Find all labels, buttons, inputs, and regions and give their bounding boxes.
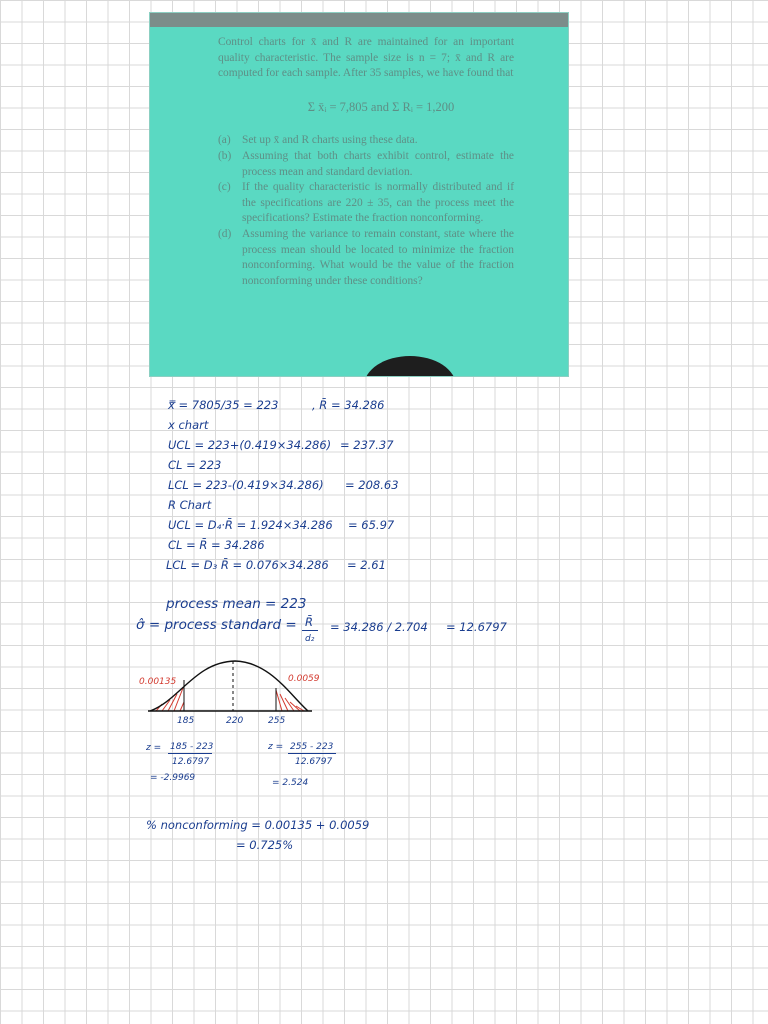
problem-intro: Control charts for x̄ and R are maintained for an important quality characteristic. The sample size is n = 7; x̄ and R are computed for each sample. After 35 samples, we have found that [218, 36, 514, 80]
item-text: Assuming that both charts exhibit control, estimate the process mean and standard deviation. [242, 149, 514, 178]
std-value: = 12.6797 [446, 620, 507, 634]
xchart-title: x chart [168, 418, 209, 432]
z1-numerator: 185 - 223 [170, 742, 214, 752]
z1-denominator: 12.6797 [172, 757, 210, 767]
z2-fraction-bar [288, 753, 336, 754]
r-lcl-value: = 2.61 [347, 558, 386, 572]
z1-fraction-bar [168, 753, 212, 754]
z2-value: = 2.524 [272, 778, 309, 788]
right-tail-label: 0.0059 [288, 674, 320, 684]
x-lcl: LCL = 223-(0.419×34.286) [168, 478, 324, 492]
z2-denominator: 12.6797 [295, 757, 333, 767]
textbook-photo [150, 13, 568, 376]
item-text: If the quality characteristic is normally distributed and if the specifications are 220 ± 35, can the process meet the specifications? Estimate the fraction nonconforming. [242, 181, 514, 225]
photo-top-band [150, 13, 568, 27]
item-text: Assuming the variance to remain constant, state where the process mean should be located to minimize the fraction nonconforming. What would be the value of the fraction nonconforming under these conditions? [242, 227, 514, 287]
z1-lhs: z = [146, 743, 162, 753]
nonconforming-line: % nonconforming = 0.00135 + 0.0059 [146, 818, 370, 832]
problem-item-a [218, 133, 514, 149]
person-head-silhouette [364, 356, 456, 376]
item-label: (c) [218, 181, 231, 194]
problem-formula: Σ x̄ᵢ = 7,805 and Σ Rᵢ = 1,200 [307, 99, 455, 114]
r-ucl: UCL = D₄·R̄ = 1.924×34.286 [168, 518, 333, 532]
problem-item-d [218, 227, 514, 289]
axis-label-185: 185 [177, 716, 195, 726]
x-cl: CL = 223 [168, 458, 222, 472]
z2-lhs: z = [268, 742, 284, 752]
problem-item-b [218, 149, 514, 180]
rchart-title: R Chart [168, 498, 212, 512]
x-lcl-value: = 208.63 [345, 478, 399, 492]
std-fraction-numerator: R̄ [305, 615, 313, 629]
r-cl: CL = R̄ = 34.286 [168, 538, 265, 552]
std-fraction-bar [302, 630, 318, 631]
item-label: (b) [218, 149, 232, 162]
process-std-lhs: σ̂ = process standard = [136, 617, 297, 633]
std-fraction-denominator: d₂ [305, 634, 315, 644]
rbar-line: , R̄ = 34.286 [312, 398, 385, 412]
r-ucl-value: = 65.97 [348, 518, 395, 532]
item-label: (d) [218, 227, 232, 240]
z1-value: = -2.9969 [150, 773, 196, 783]
problem-text [218, 35, 514, 289]
z2-numerator: 255 - 223 [290, 742, 334, 752]
axis-label-220: 220 [226, 716, 244, 726]
item-label: (a) [218, 134, 231, 147]
axis-label-255: 255 [268, 716, 286, 726]
xbar-line: x̿ = 7805/35 = 223 [168, 398, 279, 412]
r-lcl: LCL = D₃ R̄ = 0.076×34.286 [166, 558, 329, 572]
item-text: Set up x̄ and R charts using these data. [242, 134, 418, 147]
x-ucl-value: = 237.37 [340, 438, 394, 452]
left-tail-label: 0.00135 [139, 677, 177, 687]
problem-item-c [218, 180, 514, 227]
std-rhs: = 34.286 / 2.704 [330, 620, 428, 634]
process-mean-line: process mean = 223 [166, 596, 307, 612]
x-ucl: UCL = 223+(0.419×34.286) [168, 438, 332, 452]
nonconforming-value: = 0.725% [236, 838, 294, 852]
